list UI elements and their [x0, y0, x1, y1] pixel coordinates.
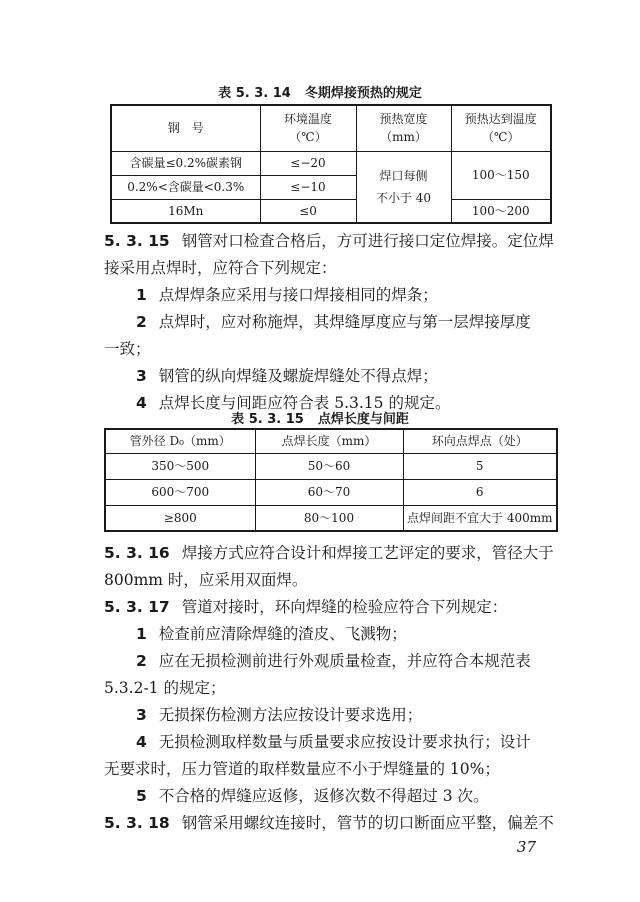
header-ambient-temp-unit: （℃）: [289, 130, 327, 145]
clause-text: 管道对接时，环向焊缝的检验应符合下列规定：: [181, 598, 508, 616]
cell-reach-2: 100～200: [451, 199, 551, 223]
table-5-3-14-caption: [0, 82, 640, 101]
header-weld-length: 点焊长度（mm）: [255, 429, 403, 453]
cell-points: 点焊间距不宜大于 400mm: [403, 505, 557, 531]
clause-5-3-15-item3: [136, 364, 438, 386]
caption-number: 表 5. 3. 14: [218, 86, 291, 101]
header-preheat-width: [356, 105, 451, 151]
cell-points: 6: [403, 479, 557, 505]
table-row: [105, 479, 557, 505]
cell-points: 5: [403, 453, 557, 479]
header-preheat-reach-unit: （℃）: [482, 130, 520, 145]
item-number: 1: [136, 625, 147, 643]
clause-5-3-15-item1: [136, 283, 438, 305]
item-text: 不合格的焊缝应返修，返修次数不得超过 3 次。: [158, 787, 489, 805]
caption-text: 点焊长度与间距: [317, 412, 409, 427]
table-row: [105, 453, 557, 479]
item-text: 无损探伤检测方法应按设计要求选用；: [158, 706, 423, 724]
header-outer-diameter: 管外径 D₀（mm）: [105, 429, 255, 453]
item-number: 2: [136, 652, 147, 670]
preheat-width-line2: 不小于 40: [375, 190, 432, 205]
cell-temp: ≤−20: [260, 151, 356, 175]
cell-reach-1: 100～150: [451, 151, 551, 199]
item-text: 点焊时，应对称施焊，其焊缝厚度应与第一层焊接厚度: [158, 313, 531, 331]
table-5-3-14: [110, 104, 552, 224]
item-text: 无损检测取样数量与质量要求应按设计要求执行；设计: [158, 733, 531, 751]
clause-5-3-16-line1: [104, 541, 554, 563]
clause-5-3-16-line2: 800mm 时，应采用双面焊。: [104, 571, 308, 589]
cell-length: 60～70: [255, 479, 403, 505]
table-5-3-15-caption: [0, 408, 640, 427]
clause-5-3-15-line2: 接采用点焊时，应符合下列规定：: [104, 259, 337, 277]
caption-number: 表 5. 3. 15: [231, 412, 304, 427]
header-ambient-temp: [260, 105, 356, 151]
item-number: 3: [136, 367, 147, 385]
clause-5-3-15-item2: [136, 310, 531, 332]
cell-length: 50～60: [255, 453, 403, 479]
cell-preheat-width: [356, 151, 451, 223]
item-number: 4: [136, 394, 147, 412]
clause-5-3-17-item3: [136, 703, 422, 725]
table-row: [111, 151, 551, 175]
cell-diameter: ≥800: [105, 505, 255, 531]
clause-number: 5. 3. 18: [104, 814, 170, 832]
header-preheat-width-unit: （mm）: [380, 130, 427, 145]
clause-text: 钢管对口检查合格后，方可进行接口定位焊接。定位焊: [181, 232, 554, 250]
table-row: [105, 505, 557, 531]
caption-text: 冬期焊接预热的规定: [304, 86, 422, 101]
item-text: 钢管的纵向焊缝及螺旋焊缝处不得点焊；: [158, 367, 438, 385]
header-preheat-width-label: 预热宽度: [379, 112, 428, 127]
cell-diameter: 350～500: [105, 453, 255, 479]
cell-diameter: 600～700: [105, 479, 255, 505]
clause-text: 钢管采用螺纹连接时，管节的切口断面应平整，偏差不: [181, 814, 554, 832]
item-number: 1: [136, 286, 147, 304]
item-number: 3: [136, 706, 147, 724]
clause-5-3-17-line1: [104, 595, 507, 617]
clause-5-3-15-item2-cont: 一致；: [104, 340, 151, 358]
table-row: [111, 199, 551, 223]
clause-5-3-17-item1: [136, 622, 407, 644]
clause-number: 5. 3. 16: [104, 544, 170, 562]
page-number: 37: [516, 838, 536, 856]
clause-number: 5. 3. 17: [104, 598, 170, 616]
clause-5-3-15-line1: [104, 229, 554, 251]
clause-text: 焊接方式应符合设计和焊接工艺评定的要求，管径大于: [181, 544, 554, 562]
preheat-width-line1: 焊口每侧: [379, 168, 428, 183]
clause-5-3-17-item2-cont: 5.3.2-1 的规定；: [104, 679, 226, 697]
cell-temp: ≤0: [260, 199, 356, 223]
item-text: 点焊焊条应采用与接口焊接相同的焊条；: [158, 286, 438, 304]
cell-temp: ≤−10: [260, 175, 356, 199]
item-number: 5: [136, 787, 147, 805]
clause-number: 5. 3. 15: [104, 232, 170, 250]
clause-5-3-18-line1: [104, 811, 554, 833]
header-preheat-reach-label: 预热达到温度: [464, 112, 537, 127]
cell-steel: 16Mn: [111, 199, 260, 223]
table-header-row: [111, 105, 551, 151]
cell-steel: 含碳量≤0.2%碳素钢: [111, 151, 260, 175]
item-text: 检查前应清除焊缝的渣皮、飞溅物；: [158, 625, 407, 643]
table-5-3-15: [104, 428, 558, 532]
item-number: 4: [136, 733, 147, 751]
clause-5-3-17-item4: [136, 730, 531, 752]
header-preheat-reach: [451, 105, 551, 151]
item-number: 2: [136, 313, 147, 331]
header-weld-points: 环向点焊点（处）: [403, 429, 557, 453]
cell-steel: 0.2%<含碳量<0.3%: [111, 175, 260, 199]
cell-length: 80～100: [255, 505, 403, 531]
clause-5-3-17-item2: [136, 649, 531, 671]
clause-5-3-17-item5: [136, 784, 489, 806]
header-steel: 钢 号: [111, 105, 260, 151]
table-header-row: [105, 429, 557, 453]
clause-5-3-17-item4-cont: 无要求时，压力管道的取样数量应不小于焊缝量的 10%；: [104, 760, 500, 778]
item-text: 点焊长度与间距应符合表 5.3.15 的规定。: [158, 394, 451, 412]
header-ambient-temp-label: 环境温度: [283, 112, 332, 127]
item-text: 应在无损检测前进行外观质量检查，并应符合本规范表: [158, 652, 531, 670]
